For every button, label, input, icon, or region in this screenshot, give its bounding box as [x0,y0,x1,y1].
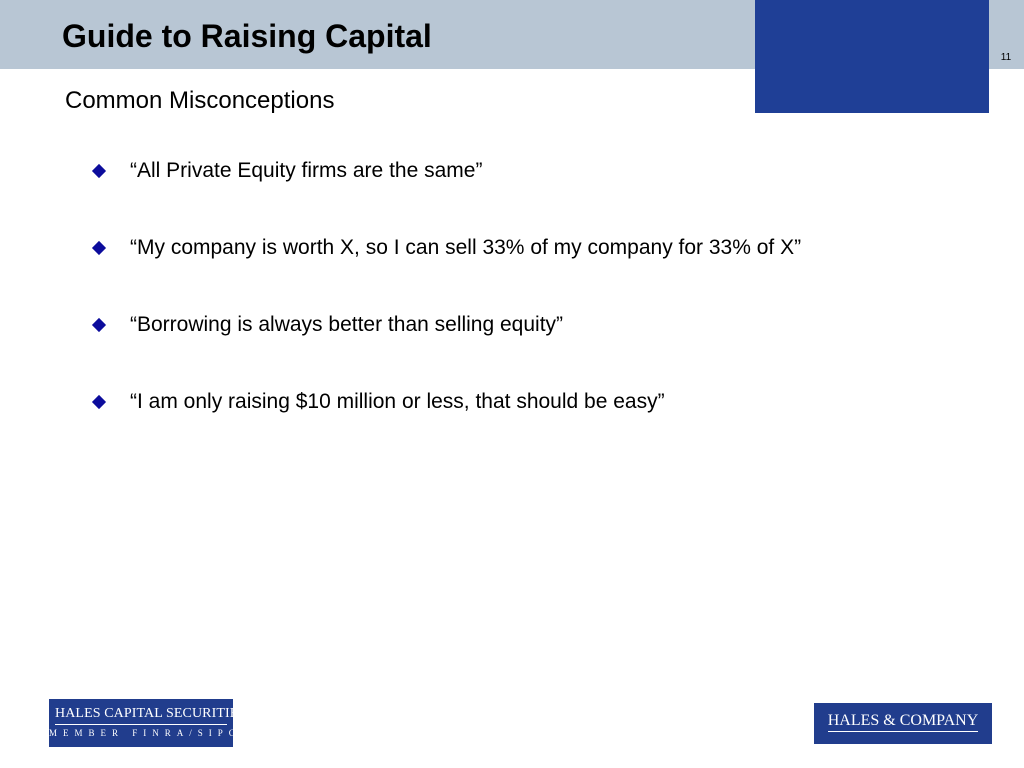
logo-right-main-text: HALES & COMPANY [828,712,979,732]
header-accent-block [755,0,989,113]
diamond-bullet-icon [92,318,106,332]
slide-title: Guide to Raising Capital [62,18,432,54]
bullet-text: “All Private Equity firms are the same” [130,159,483,182]
bullet-text: “I am only raising $10 million or less, that should be easy” [130,390,665,413]
logo-left-sub-text: MEMBER FINRA/SIPC [49,728,241,738]
diamond-bullet-icon [92,164,106,178]
bullet-item [92,233,992,263]
bullet-list [92,156,992,464]
bullet-item [92,310,992,340]
logo-left-main-text: HALES CAPITAL SECURITIES [55,706,227,725]
diamond-bullet-icon [92,241,106,255]
hales-capital-securities-logo [49,699,247,747]
slide-subtitle: Common Misconceptions [65,87,335,114]
bullet-item [92,387,992,417]
hales-and-company-logo [814,703,992,744]
diamond-bullet-icon [92,395,106,409]
bullet-item [92,156,992,186]
bullet-text: “My company is worth X, so I can sell 33% of my company for 33% of X” [130,236,802,259]
page-number: 11 [1000,52,1012,63]
bullet-text: “Borrowing is always better than selling equity” [130,313,564,336]
